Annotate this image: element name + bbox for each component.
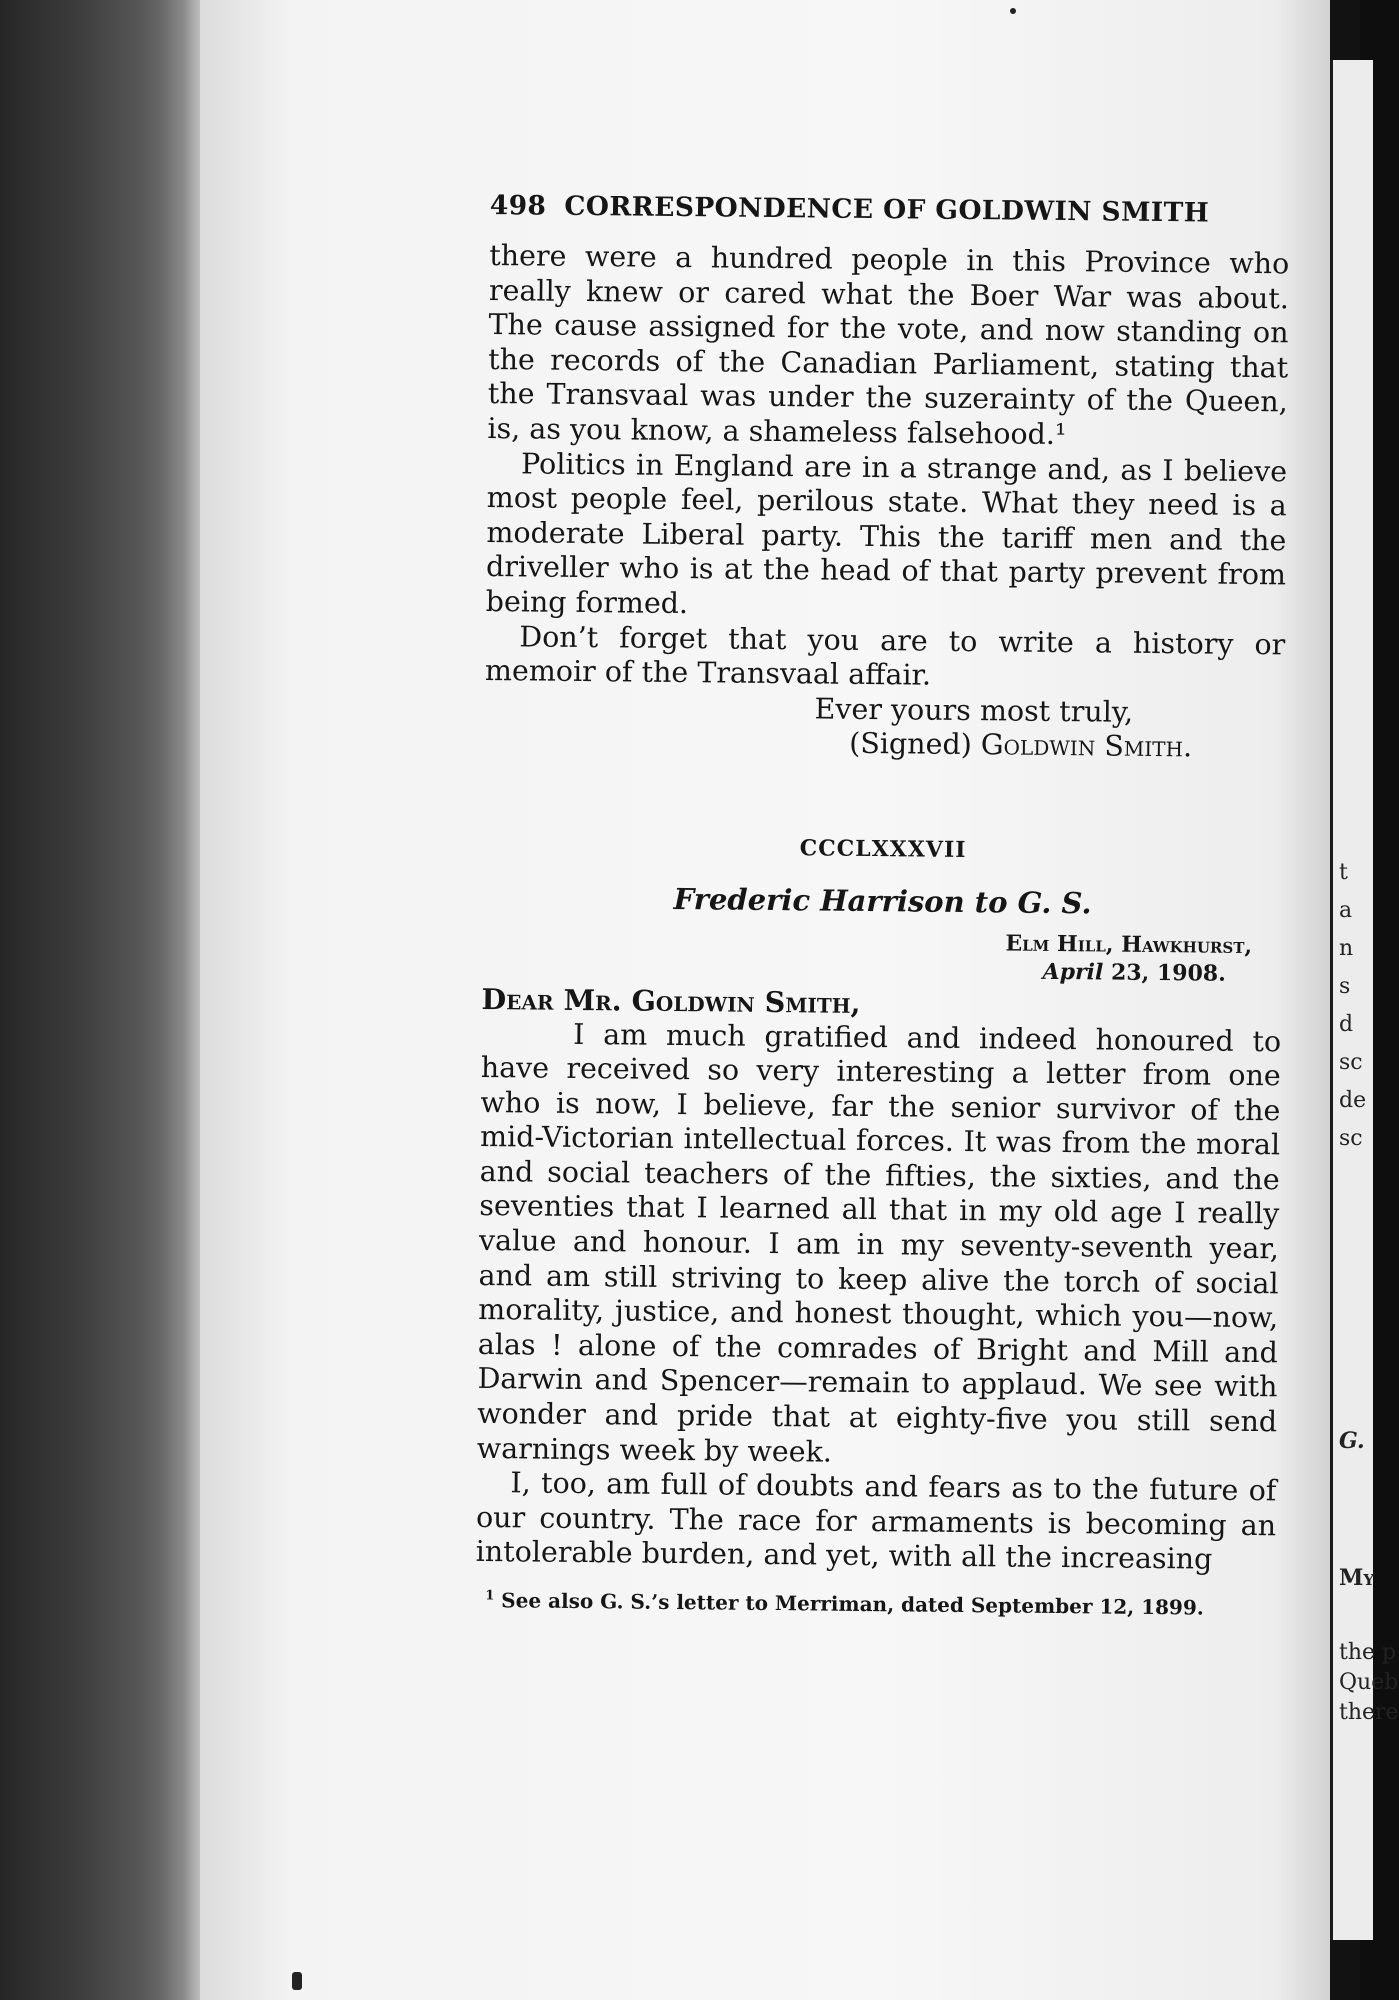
adjacent-fragment: G.: [1339, 1428, 1365, 1454]
footnote-text: See also G. S.’s letter to Merriman, dated September 12, 1899.: [501, 1588, 1204, 1620]
adjacent-fragment: the p: [1339, 1640, 1397, 1665]
letter-number: CCCLXXXVII: [799, 835, 967, 863]
running-title: CORRESPONDENCE OF GOLDWIN SMITH: [564, 190, 1210, 229]
paragraph: there were a hundred people in this Province who really knew or cared what the Boer War was about. The cause assigned for the vote, and now standing on the records of the Canadian Parliament, stating that the Transvaal was under the suzerainty of the Queen, is, as you know, a shameless falsehood.¹: [487, 238, 1290, 452]
adjacent-fragment: there: [1339, 1700, 1399, 1725]
adjacent-fragment: sc: [1339, 1126, 1363, 1151]
adjacent-fragment: Queb: [1339, 1670, 1399, 1695]
adjacent-fragment: sc: [1339, 1050, 1363, 1075]
letter-title: Frederic Harrison to G. S.: [673, 881, 1092, 921]
adjacent-fragment: d: [1339, 1012, 1354, 1037]
paragraph: I am much gratified and indeed honoured to have received so very interesting a letter from one who is now, I believe, far the senior survivor of the mid-Victorian intellectual forces. It was from the moral and social teachers of the fifties, the sixties, and the seventies that I learned all that in my old age I really value and honour. I am in my seventy-seventh year, and am still striving to keep alive the torch of social morality, justice, and honest thought, which you—now, alas ! alone of the comrades of Bright and Mill and Darwin and Spencer—remain to applaud. We see with wonder and pride that at eighty-five you still send warnings week by week.: [476, 1017, 1282, 1469]
adjacent-page-edge: [1330, 60, 1399, 1940]
letter-address: [482, 924, 1283, 988]
adjacent-fragment: n: [1339, 936, 1354, 961]
scan-speck: [292, 1972, 302, 1990]
letter-body: [476, 1016, 1282, 1578]
signature: [484, 723, 1284, 766]
paragraph: Don’t forget that you are to write a history or memoir of the Transvaal affair.: [484, 619, 1286, 692]
address-line: Elm Hill, Hawkhurst,: [1005, 930, 1253, 959]
scan-speck: [1010, 8, 1016, 14]
spine-edge-shadow: [160, 0, 200, 2000]
letter-closing: [484, 689, 1285, 767]
adjacent-fragment: t: [1339, 860, 1348, 885]
page-number: 498: [489, 190, 547, 222]
salutation: Dear Mr. Goldwin Smith,: [481, 981, 861, 1020]
page-text-block: [475, 190, 1290, 1620]
adjacent-fragment: a: [1339, 898, 1353, 923]
footnote-marker: 1: [485, 1588, 495, 1604]
adjacent-fragment: My: [1339, 1565, 1375, 1591]
paragraph: Politics in England are in a strange and, as I believe most people feel, perilous state. What they need is a moderate Liberal party. This the tariff men and the driveller who is at the head of that party prevent from being formed.: [485, 446, 1288, 621]
date-rest: 23, 1908.: [1110, 959, 1226, 987]
date-month: April: [1042, 958, 1104, 986]
adjacent-fragment: de: [1339, 1088, 1367, 1113]
signature-name: Goldwin Smith.: [980, 728, 1193, 764]
signature-prefix: (Signed): [849, 727, 972, 762]
valediction: Ever yours most truly,: [814, 692, 1134, 729]
adjacent-fragment: s: [1339, 974, 1351, 999]
paragraph: I, too, am full of doubts and fears as to the future of our country. The race for armaments is becoming an intolerable burden, and yet, with all the increasing: [475, 1466, 1277, 1577]
